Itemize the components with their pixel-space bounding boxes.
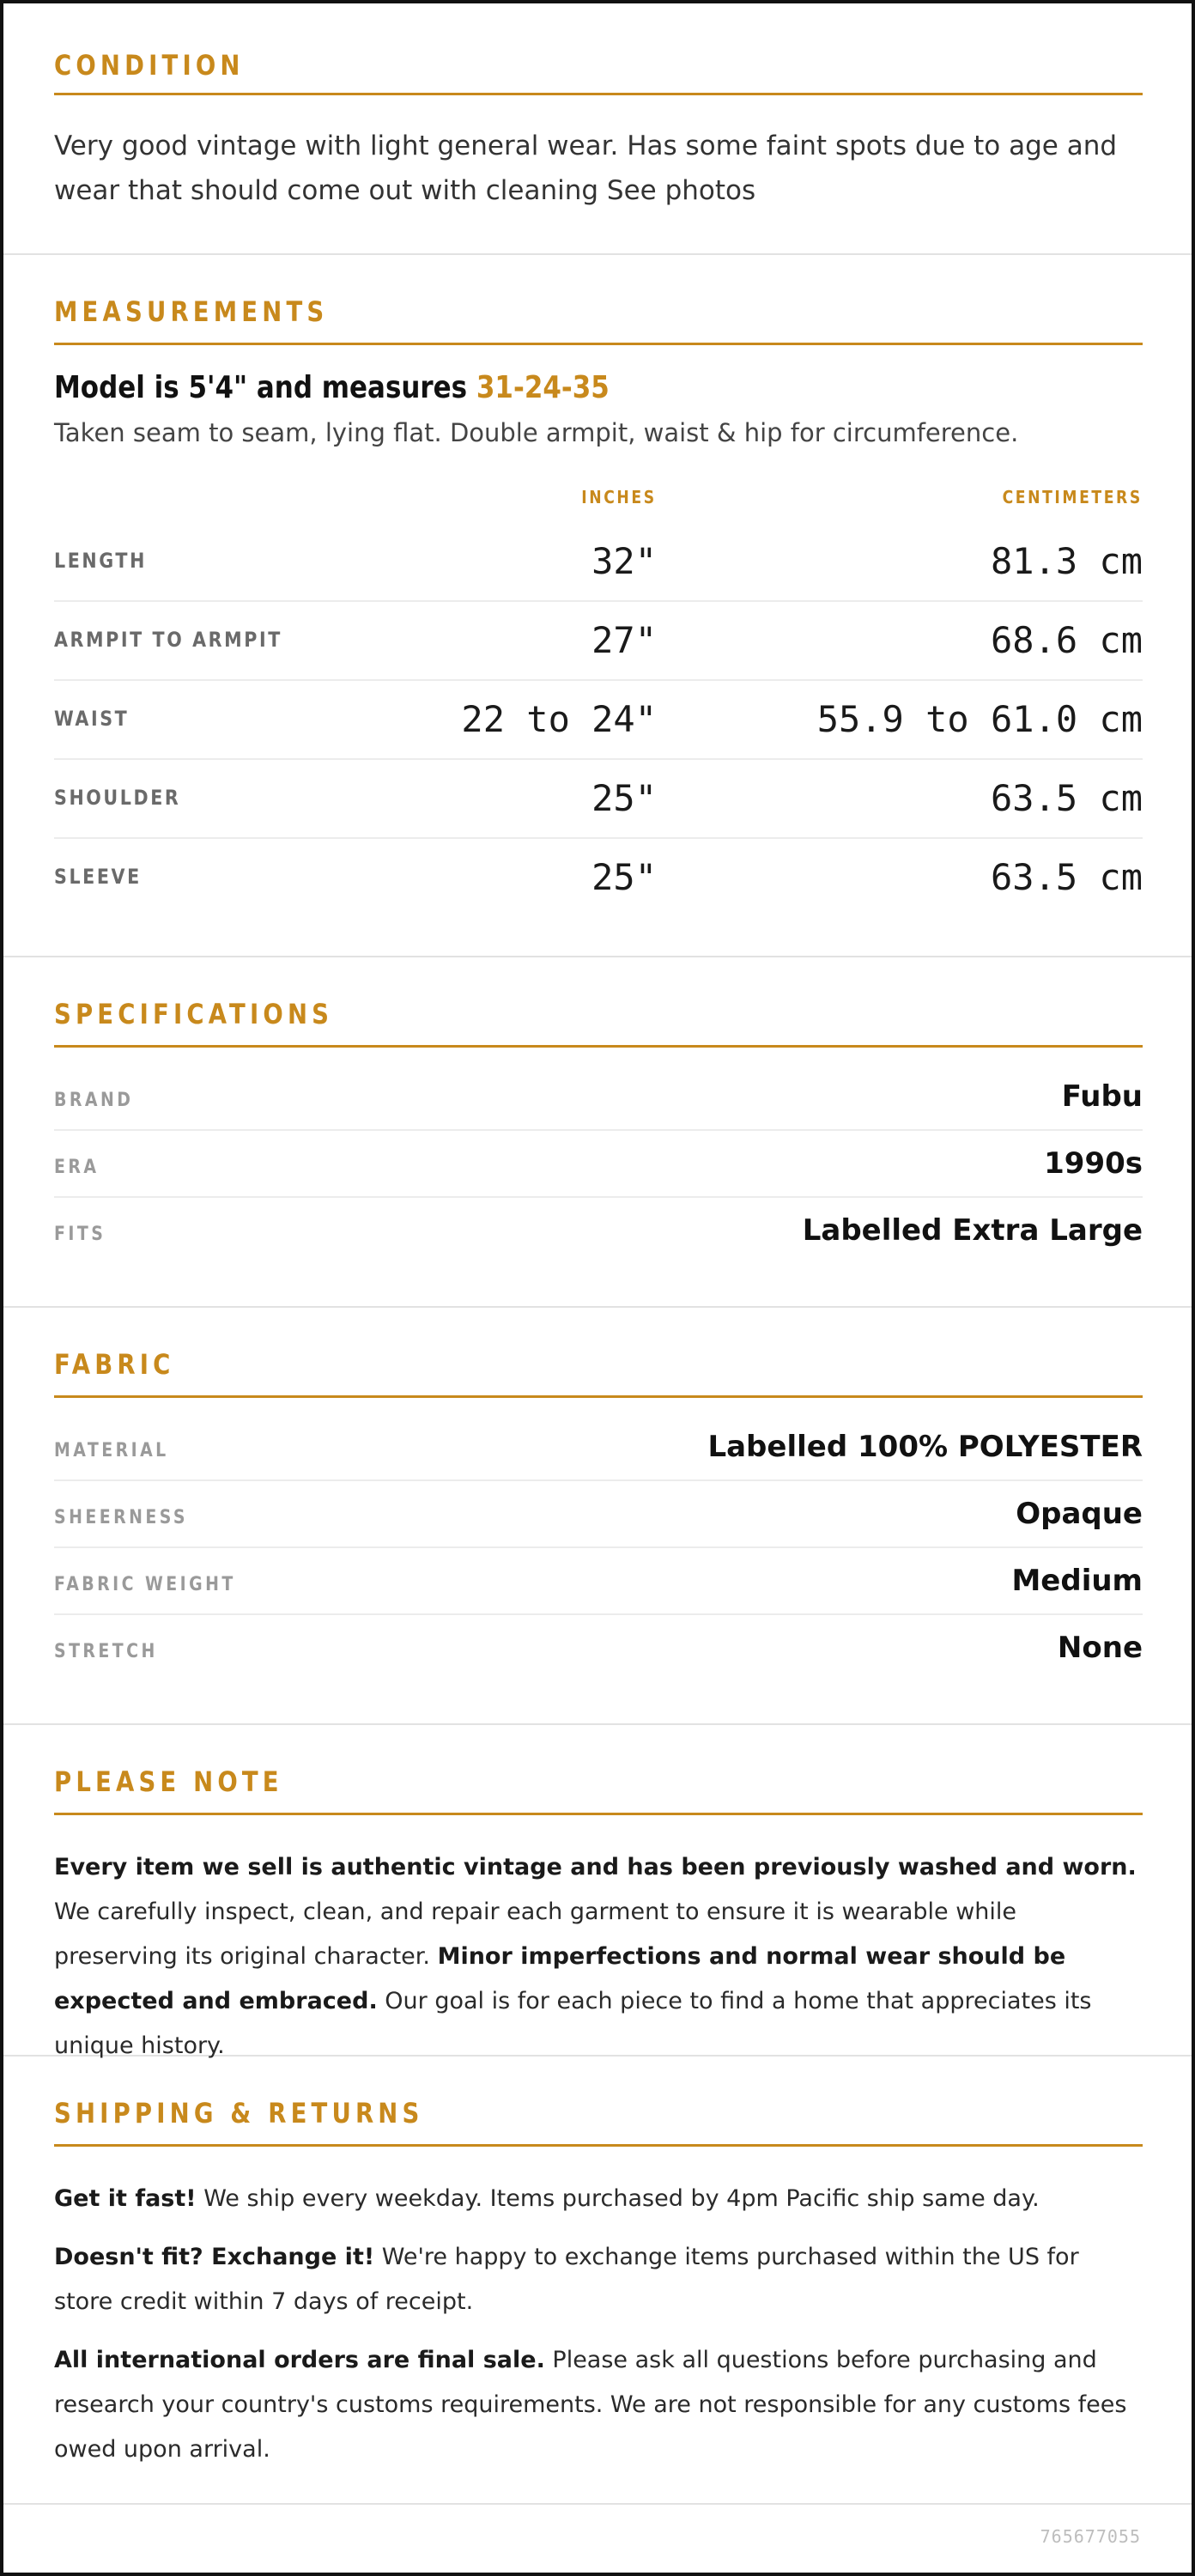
model-prefix: Model is 5'4" and measures [54,370,476,405]
spec-row-value: 1990s [1044,1146,1143,1181]
fabric-heading: FABRIC [54,1348,175,1381]
measurement-inches: 27" [591,619,657,661]
spec-row-value: Fubu [1061,1079,1143,1114]
shipping-text-3: Please ask all questions before purchasing and research your country's customs requirements. We are not responsible for any customs fees owed upon arrival. [54,2347,1127,2463]
shipping-bold-2: Doesn't fit? Exchange it! [54,2244,375,2270]
measurements-heading: MEASUREMENTS [54,295,329,328]
fabric-row-value: Medium [1011,1564,1143,1598]
fabric-row-label: SHEERNESS [54,1507,189,1528]
measurement-cm: 81.3 cm [990,540,1143,582]
measurement-inches: 32" [591,540,657,582]
fabric-row-value: Opaque [1016,1497,1143,1531]
fabric-row-value: None [1057,1631,1143,1665]
measurement-row [54,681,1143,760]
measurement-label: WAIST [54,707,130,731]
spec-row [54,1064,1143,1131]
fabric-row-label: STRETCH [54,1641,158,1662]
measurement-cm: 63.5 cm [990,856,1143,898]
col-cm-header: CENTIMETERS [1002,487,1143,507]
condition-heading: CONDITION [54,49,245,82]
specifications-section [3,957,1192,1308]
please-note-text-1: We carefully inspect, clean, and repair each garment to ensure it is wearable while preserving its original character. [54,1899,1017,1970]
measurement-cm: 63.5 cm [990,777,1143,819]
please-note-bold-2: Minor imperfections and normal wear should be expected and embraced. [54,1943,1066,2014]
measurement-label: SHOULDER [54,786,181,810]
condition-section [3,3,1192,255]
spec-row-label: BRAND [54,1090,134,1111]
measurement-inches: 25" [591,777,657,819]
shipping-bold-1: Get it fast! [54,2185,197,2212]
shipping-paragraph-2 [54,2235,1143,2324]
shipping-bold-3: All international orders are final sale. [54,2347,545,2373]
col-inches-header: INCHES [581,487,657,507]
please-note-bold-1: Every item we sell is authentic vintage and has been previously washed and worn. [54,1854,1137,1880]
fabric-row-label: FABRIC WEIGHT [54,1574,236,1595]
measurements-section [3,255,1192,957]
fabric-row [54,1548,1143,1615]
model-line [54,370,610,405]
model-measure: 31-24-35 [476,370,610,405]
measurement-cm: 55.9 to 61.0 cm [816,698,1143,740]
shipping-section [3,2057,1192,2505]
measurement-row [54,523,1143,602]
heading-rule [54,2144,1143,2147]
spec-row [54,1131,1143,1198]
please-note-text-2: Our goal is for each piece to find a home that appreciates its unique history. [54,1988,1092,2059]
spec-row-value: Labelled Extra Large [802,1213,1143,1248]
fabric-section [3,1308,1192,1725]
fabric-row [54,1414,1143,1481]
measurement-label: ARMPIT TO ARMPIT [54,628,282,652]
specifications-heading: SPECIFICATIONS [54,998,334,1030]
shipping-paragraph-1 [54,2177,1143,2221]
shipping-text-1: We ship every weekday. Items purchased by 4pm Pacific ship same day. [196,2185,1040,2212]
please-note-text [54,1845,1143,2069]
measurements-note: Taken seam to seam, lying flat. Double armpit, waist & hip for circumference. [54,418,1019,447]
shipping-text-2: We're happy to exchange items purchased within the US for store credit within 7 days of receipt. [54,2244,1079,2315]
heading-rule [54,1045,1143,1048]
fabric-row-label: MATERIAL [54,1440,169,1461]
measurement-row [54,839,1143,918]
heading-rule [54,343,1143,345]
shipping-paragraph-3 [54,2338,1143,2472]
heading-rule [54,1813,1143,1815]
fabric-row-value: Labelled 100% POLYESTER [707,1430,1143,1464]
shipping-heading: SHIPPING & RETURNS [54,2097,424,2129]
spec-row-label: FITS [54,1224,106,1245]
measurement-cm: 68.6 cm [990,619,1143,661]
measurement-inches: 25" [591,856,657,898]
heading-rule [54,93,1143,95]
measurement-row [54,760,1143,839]
condition-text: Very good vintage with light general wear. Has some faint spots due to age and wear that should come out with cleaning See photos [54,131,1118,206]
please-note-heading: PLEASE NOTE [54,1765,283,1798]
measurement-row [54,602,1143,681]
measurement-label: LENGTH [54,549,147,573]
spec-row-label: ERA [54,1157,100,1178]
measurement-inches: 22 to 24" [461,698,657,740]
please-note-section [3,1725,1192,2057]
fabric-row [54,1481,1143,1548]
heading-rule [54,1395,1143,1398]
fabric-row [54,1615,1143,1682]
sku-code: 765677055 [1040,2526,1141,2547]
spec-row [54,1198,1143,1265]
measurement-label: SLEEVE [54,865,142,889]
